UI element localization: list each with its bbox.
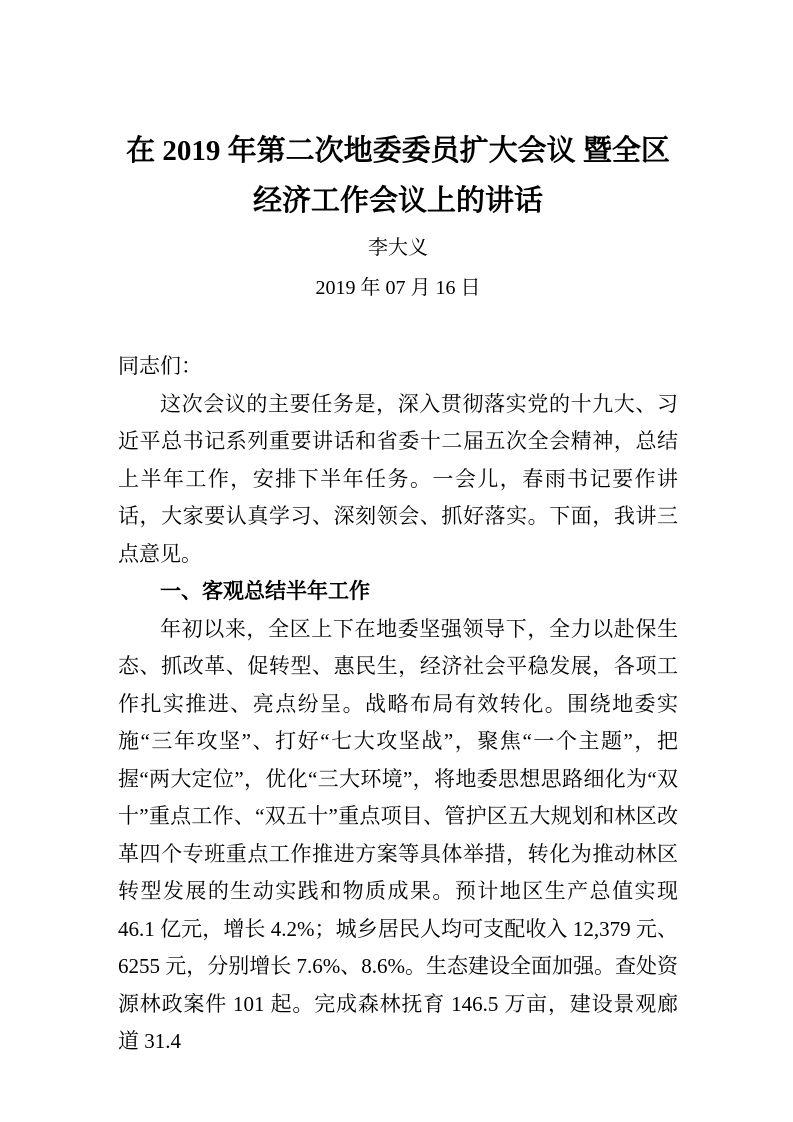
salutation: 同志们： (118, 354, 202, 378)
document-title: 在 2019 年第二次地委委员扩大会议 暨全区经济工作会议上的讲话 (126, 135, 670, 217)
section-heading-1: 一、客观总结半年工作 (160, 579, 370, 603)
section-1-paragraph: 年初以来，全区上下在地委坚强领导下，全力以赴保生态、抓改革、促转型、惠民生，经济社会平稳发展，各项工作扎实推进、亮点纷呈。战略布局有效转化。围绕地委实施“三年攻坚”、打好“七大攻坚战”，聚焦“一个主题”，把握“两大定位”，优化“三大环境”，将地委思想思路细化为“双十”重点工作、“双五十”重点项目、管护区五大规划和林区改革四个专班重点工作推进方案等具体举措，转化为推动林区转型发展的生动实践和物质成果。预计地区生产总值实现 46.1 亿元，增长 4.2%；城乡居民人均可支配收入 12,379 元、6255 元，分别增长 7.6%、8.6%。生态建设全面加强。查处资源林政案件 101 起。完成森林抚育 146.5 万亩，建设景观廊道 31.4 (118, 616, 678, 1053)
document-author: 李大义 (368, 237, 428, 259)
intro-paragraph: 这次会议的主要任务是，深入贯彻落实党的十九大、习近平总书记系列重要讲话和省委十二届五次全会精神，总结上半年工作，安排下半年任务。一会儿，春雨书记要作讲话，大家要认真学习、深刻领会、抓好落实。下面，我讲三点意见。 (118, 391, 678, 566)
document-date: 2019 年 07 月 16 日 (315, 277, 481, 299)
document-body (118, 348, 678, 1061)
